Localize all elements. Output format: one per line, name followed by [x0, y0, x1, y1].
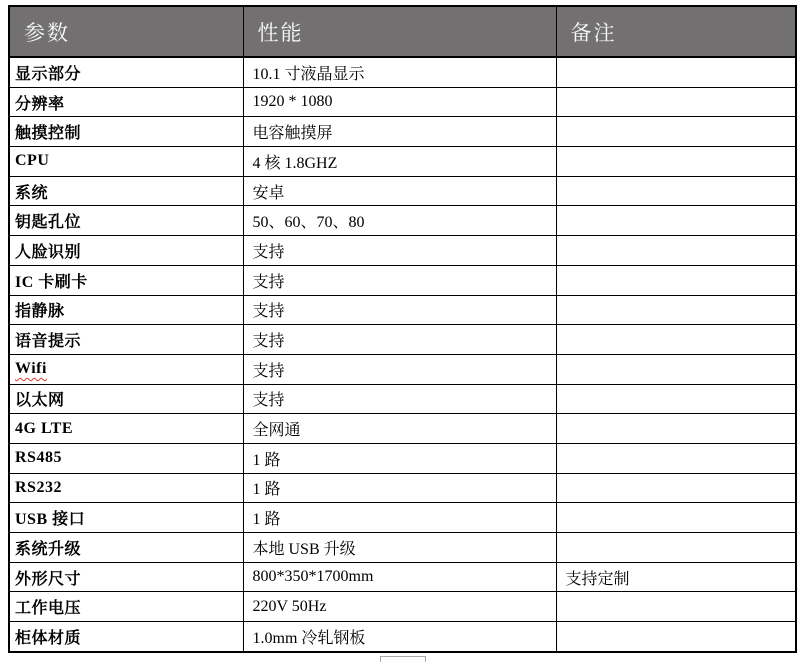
param-cell: 工作电压	[9, 592, 243, 622]
note-cell	[556, 295, 796, 325]
param-cell: 以太网	[9, 384, 243, 414]
param-cell: RS485	[9, 443, 243, 473]
table-row	[9, 354, 796, 384]
param-cell: 人脸识别	[9, 236, 243, 266]
value-cell: 支持	[243, 295, 556, 325]
value-cell: 支持	[243, 325, 556, 355]
note-cell	[556, 473, 796, 503]
param-cell: 指静脉	[9, 295, 243, 325]
note-cell	[556, 147, 796, 177]
param-cell: 柜体材质	[9, 622, 243, 652]
table-row	[9, 57, 796, 87]
param-cell	[9, 354, 243, 384]
value-cell: 安卓	[243, 176, 556, 206]
value-cell: 1920 * 1080	[243, 87, 556, 117]
note-cell	[556, 117, 796, 147]
table-row	[9, 384, 796, 414]
note-cell	[556, 265, 796, 295]
table-row	[9, 562, 796, 592]
note-cell	[556, 622, 796, 652]
value-cell: 1 路	[243, 503, 556, 533]
table-row	[9, 325, 796, 355]
value-cell: 支持	[243, 354, 556, 384]
value-cell: 电容触摸屏	[243, 117, 556, 147]
table-row	[9, 295, 796, 325]
header-remark: 备注	[556, 6, 796, 57]
param-cell: USB 接口	[9, 503, 243, 533]
param-cell: CPU	[9, 147, 243, 177]
note-cell	[556, 87, 796, 117]
value-cell: 支持	[243, 384, 556, 414]
param-cell: RS232	[9, 473, 243, 503]
param-cell: 系统	[9, 176, 243, 206]
table-row	[9, 592, 796, 622]
stray-mark	[380, 656, 426, 662]
table-row	[9, 87, 796, 117]
note-cell	[556, 503, 796, 533]
table-row	[9, 473, 796, 503]
param-cell: 分辨率	[9, 87, 243, 117]
param-cell: 系统升级	[9, 533, 243, 563]
note-cell	[556, 236, 796, 266]
value-cell: 支持	[243, 236, 556, 266]
table-row	[9, 443, 796, 473]
note-cell	[556, 414, 796, 444]
note-cell	[556, 533, 796, 563]
param-cell: 钥匙孔位	[9, 206, 243, 236]
table-row	[9, 265, 796, 295]
value-cell: 支持	[243, 265, 556, 295]
note-cell	[556, 176, 796, 206]
param-cell: 触摸控制	[9, 117, 243, 147]
table-row	[9, 147, 796, 177]
note-cell	[556, 354, 796, 384]
value-cell: 220V 50Hz	[243, 592, 556, 622]
table-row	[9, 176, 796, 206]
param-cell: IC 卡刷卡	[9, 265, 243, 295]
param-cell: 显示部分	[9, 57, 243, 87]
table-row	[9, 206, 796, 236]
note-cell	[556, 443, 796, 473]
note-cell: 支持定制	[556, 562, 796, 592]
spec-table	[8, 5, 797, 653]
value-cell: 800*350*1700mm	[243, 562, 556, 592]
table-row	[9, 622, 796, 652]
value-cell: 全网通	[243, 414, 556, 444]
table-row	[9, 533, 796, 563]
value-cell: 4 核 1.8GHZ	[243, 147, 556, 177]
table-row	[9, 503, 796, 533]
param-cell: 语音提示	[9, 325, 243, 355]
value-cell: 1 路	[243, 473, 556, 503]
note-cell	[556, 384, 796, 414]
header-row	[9, 6, 796, 57]
value-cell: 50、60、70、80	[243, 206, 556, 236]
param-cell: 外形尺寸	[9, 562, 243, 592]
note-cell	[556, 57, 796, 87]
value-cell: 1.0mm 冷轧钢板	[243, 622, 556, 652]
table-row	[9, 414, 796, 444]
table-row	[9, 236, 796, 266]
note-cell	[556, 592, 796, 622]
note-cell	[556, 206, 796, 236]
misspelled-word: Wifi	[15, 360, 47, 378]
value-cell: 本地 USB 升级	[243, 533, 556, 563]
header-param: 参数	[9, 6, 243, 57]
note-cell	[556, 325, 796, 355]
value-cell: 10.1 寸液晶显示	[243, 57, 556, 87]
param-cell: 4G LTE	[9, 414, 243, 444]
value-cell: 1 路	[243, 443, 556, 473]
table-row	[9, 117, 796, 147]
header-performance: 性能	[243, 6, 556, 57]
